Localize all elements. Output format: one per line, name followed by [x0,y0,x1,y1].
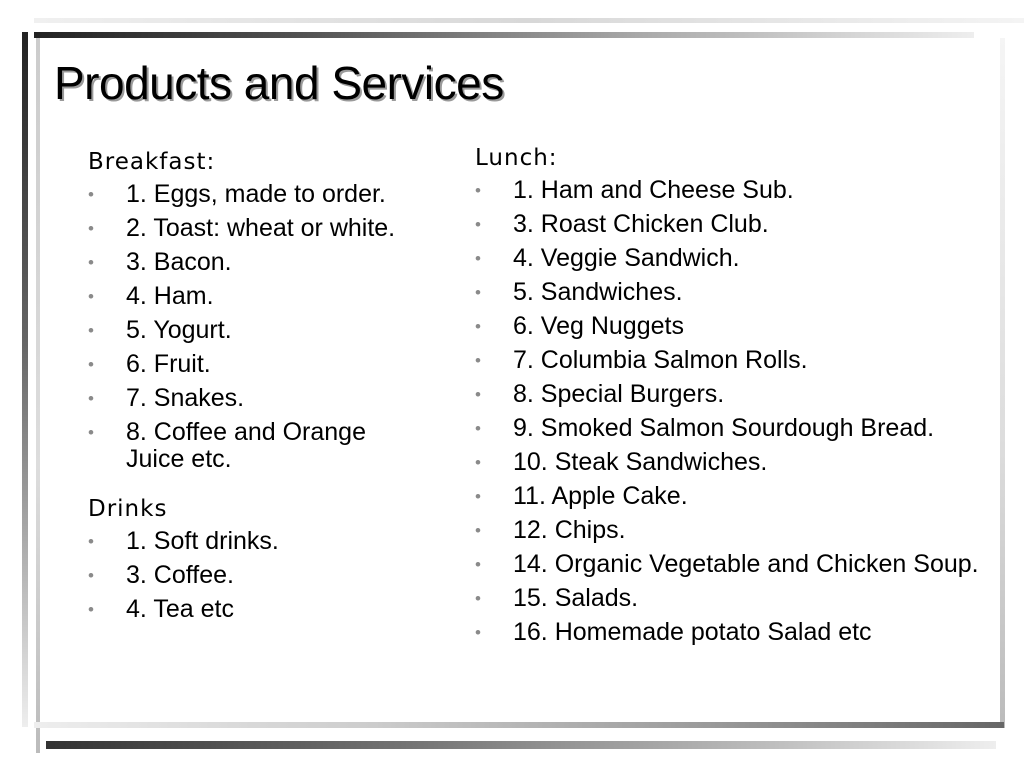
list-item-text: 6. Fruit. [126,350,211,378]
bullet-icon: • [475,181,481,200]
frame-bottom-dark-bar [46,741,996,749]
list-item [88,528,426,555]
list-item [88,215,426,242]
list-item [475,483,993,510]
list-item [475,245,993,272]
left-column [88,148,418,630]
bullet-icon: • [88,389,94,408]
list-item [88,351,426,378]
slide-title: Products and Services [54,57,504,109]
list-item [475,211,993,238]
bullet-icon: • [475,487,481,506]
list-item-text: 4. Tea etc [126,595,234,623]
list-item [88,317,426,344]
list-item-text: 8. Coffee and Orange Juice etc. [126,418,366,473]
list-item [88,419,426,473]
frame-top-light-bar [34,18,1024,23]
frame-bottom-bar [34,722,1004,728]
frame-left-light-bar [36,38,40,753]
list-item-text: 3. Roast Chicken Club. [513,210,769,238]
list-item-text: 1. Soft drinks. [126,527,279,555]
list-item-text: 15. Salads. [513,584,639,612]
list-item-text: 8. Special Burgers. [513,380,725,408]
list-item-text: 12. Chips. [513,516,626,544]
list-item-text: 11. Apple Cake. [513,482,688,510]
list-item-text: 6. Veg Nuggets [513,312,684,340]
bullet-icon: • [88,219,94,238]
right-column [475,144,985,653]
list-item-text: 16. Homemade potato Salad etc [513,618,872,646]
bullet-icon: • [475,521,481,540]
list-item-text: 3. Bacon. [126,248,232,276]
list-item-text: 4. Veggie Sandwich. [513,244,740,272]
list-item [475,347,993,374]
list-item [475,449,993,476]
list-item [475,551,993,578]
list-item-text: 5. Sandwiches. [513,278,683,306]
list-item-text: 1. Eggs, made to order. [126,180,386,208]
frame-left-bar [22,32,28,727]
bullet-icon: • [475,589,481,608]
list-item-text: 14. Organic Vegetable and Chicken Soup. [513,550,979,578]
list-item [88,181,426,208]
bullet-icon: • [475,249,481,268]
drinks-list [88,528,418,623]
list-item [475,177,993,204]
list-item [475,517,993,544]
list-item [475,313,993,340]
bullet-icon: • [475,623,481,642]
list-item-text: 10. Steak Sandwiches. [513,448,768,476]
list-item-text: 9. Smoked Salmon Sourdough Bread. [513,414,935,442]
breakfast-list [88,181,418,473]
list-item-text: 2. Toast: wheat or white. [126,214,396,242]
list-item [88,562,426,589]
list-item [88,385,426,412]
bullet-icon: • [475,453,481,472]
bullet-icon: • [88,185,94,204]
list-item [475,279,993,306]
frame-top-bar [34,32,974,38]
bullet-icon: • [88,253,94,272]
lunch-heading: Lunch: [475,145,558,171]
list-item [475,585,993,612]
bullet-icon: • [88,600,94,619]
drinks-heading: Drinks [88,496,168,522]
bullet-icon: • [475,555,481,574]
bullet-icon: • [88,287,94,306]
bullet-icon: • [475,283,481,302]
bullet-icon: • [475,385,481,404]
list-item-text: 7. Snakes. [126,384,245,412]
list-item [475,619,993,646]
bullet-icon: • [88,355,94,374]
bullet-icon: • [88,566,94,585]
bullet-icon: • [475,351,481,370]
bullet-icon: • [475,317,481,336]
lunch-list [475,177,985,646]
frame-right-bar [1000,38,1005,728]
list-item-text: 4. Ham. [126,282,214,310]
breakfast-heading: Breakfast: [88,149,216,175]
list-item-text: 3. Coffee. [126,561,234,589]
list-item-text: 7. Columbia Salmon Rolls. [513,346,808,374]
bullet-icon: • [88,423,94,442]
bullet-icon: • [475,419,481,438]
list-item [88,283,426,310]
bullet-icon: • [88,532,94,551]
list-item [475,415,993,442]
bullet-icon: • [475,215,481,234]
list-item [88,596,426,623]
list-item-text: 5. Yogurt. [126,316,232,344]
list-item-text: 1. Ham and Cheese Sub. [513,176,794,204]
list-item [88,249,426,276]
list-item [475,381,993,408]
bullet-icon: • [88,321,94,340]
